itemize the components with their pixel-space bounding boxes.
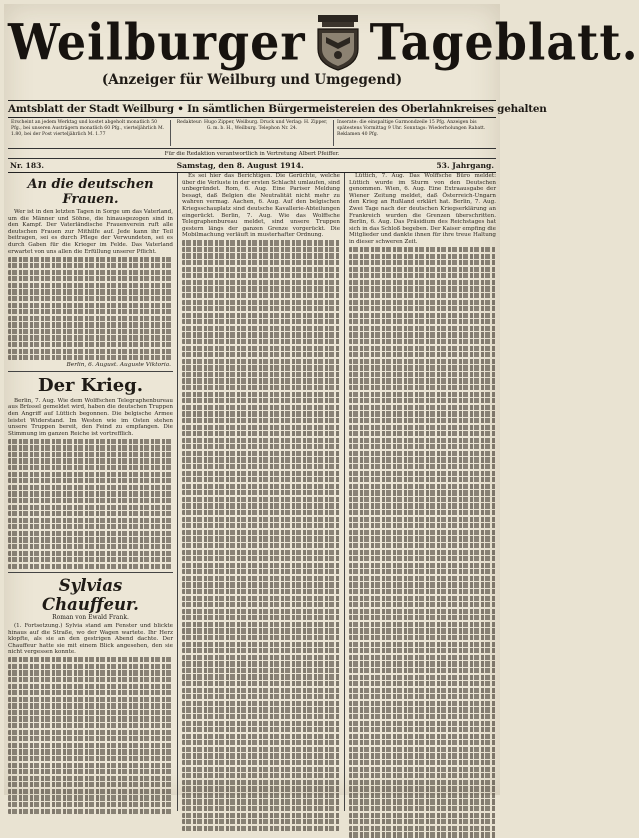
text-filler [182, 240, 340, 831]
heading-frauen: An die deutschen Frauen. [27, 177, 154, 207]
date-bar [8, 159, 496, 173]
title-left: Weilburger [8, 12, 306, 72]
text-filler [8, 657, 173, 813]
issue-date: Samstag, den 8. August 1914. [176, 161, 304, 170]
masthead-subtitle: (Anzeiger für Weilburg und Umgegend) [101, 72, 403, 88]
issue-number: Nr. 183. [10, 161, 45, 170]
heading-sylvias: Sylvias Chauffeur. [42, 575, 139, 614]
column-left [8, 173, 178, 811]
info-subscription: Erscheint an jedem Werktag und kostet abgeholt monatlich 50 Pfg., bei unseren Austrägern monatlich 60 Pfg., vierteljährlich M. 1.80, bei der Post vierteljährlich M. 1.77 [11, 120, 165, 138]
info-advertising: Inserate: die einspaltige Garmondzeile 15 Pfg. Anzeigen bis spätestens Vormittag 9 Uhr. Sonntags: Wiederholungen Rabatt. Reklamen 40 Pfg. [333, 120, 496, 146]
frauen-signature: Berlin, 6. August. Auguste Viktoria. [66, 361, 171, 368]
jahrgang: 53. Jahrgang. [436, 161, 494, 170]
title-right: Tageblatt. [369, 12, 639, 72]
text-filler [8, 257, 173, 361]
text-filler [349, 247, 496, 838]
article-sylvias-text: (1. Fortsetzung.) Sylvia stand am Fenster und blickte hinaus auf die Straße, wo der Wagen wartete. Ihr Herz klopfte, als sie an den gestrigen Abend dachte. Der Chauffeur hatte sie mit einem Blick angesehen, den sie nicht vergessen konnte. [8, 622, 173, 656]
heading-krieg: Der Krieg. [37, 374, 144, 396]
masthead-title [8, 12, 639, 72]
column-middle [178, 173, 345, 811]
article-frauen-text: Wer ist in den letzten Tagen in Sorge um das Vaterland, um die Männer und Söhne, die hinausgezogen sind in den Kampf. Der Vaterländische Frauenverein ruft alle deutschen Frauen zur Mithilfe auf. Jede kann ihr Teil beitragen, sei es durch Pflege der Verwundeten, sei es durch Gaben für die Krieger im Felde. Das Vaterland erwartet von uns allen die Erfüllung unserer Pflicht. [8, 209, 173, 255]
text-filler [8, 439, 173, 569]
article-columns [8, 173, 496, 811]
article-right-text: Lüttich, 7. Aug. Das Wolffsche Büro meldet: Lüttich wurde im Sturm von den Deutschen genommen. Wien, 6. Aug. Eine Extraausgabe der Wiener Zeitung meldet, daß Österreich-Ungarn den Krieg an Rußland erklärt hat. Berlin, 7. Aug. Zwei Tage nach der deutschen Kriegserklärung an Frankreich wurden die Grenzen überschritten. Berlin, 6. Aug. Das Präsidium des Reichstages hat sich in das Schloß begeben. Der Kaiser empfing die Mitglieder und dankte ihnen für ihre treue Haltung in dieser schweren Zeit. [349, 173, 496, 245]
article-middle-text: Es sei hier das Berichtigen. Die Gerüchte, welche über die Verluste in der ersten Schlacht umlaufen, sind unbegründet. Rom, 6. Aug. Eine Pariser Meldung besagt, daß Belgien die Neutralität nicht mehr zu wahren vermag. Aachen, 6. Aug. Auf den belgischen Kriegsschauplatz sind deutsche Kavallerie-Abteilungen eingerückt. Berlin, 7. Aug. Wie das Wolffsche Telegraphenbureau meldet, sind unsere Truppen gestern längs der ganzen Grenze vorgerückt. Die Mobilmachung verläuft in musterhafter Ordnung. [182, 173, 340, 239]
sylvias-byline: Roman von Ewald Frank. [52, 613, 129, 621]
redaktion-line: Für die Redaktion verantwortlich in Vertretung Albert Pfeiffer. [8, 150, 496, 159]
article-krieg-text: Berlin, 7. Aug. Wie dem Wolffschen Telegraphenbureau aus Brüssel gemeldet wird, haben die deutschen Truppen den Angriff auf Lüttich begonnen. Die belgische Armee leistet Widerstand. Im Westen wie im Osten stehen unsere Truppen bereit, den Feind zu empfangen. Die Stimmung im ganzen Reiche ist vortrefflich. [8, 397, 173, 437]
masthead [4, 4, 639, 100]
amtsblatt-banner: Amtsblatt der Stadt Weilburg • In sämtlichen Bürgermeistereien des Oberlahnkreises gehalten [8, 100, 496, 118]
column-right [345, 173, 496, 811]
info-bar [8, 120, 496, 149]
info-publisher: Redakteur: Hugo Zipper, Weilburg. Druck und Verlag: H. Zipper, G. m. b. H., Weilburg. Telephon Nr. 24. [170, 120, 333, 146]
town-crest-icon [312, 12, 364, 72]
newspaper-page [4, 4, 639, 795]
